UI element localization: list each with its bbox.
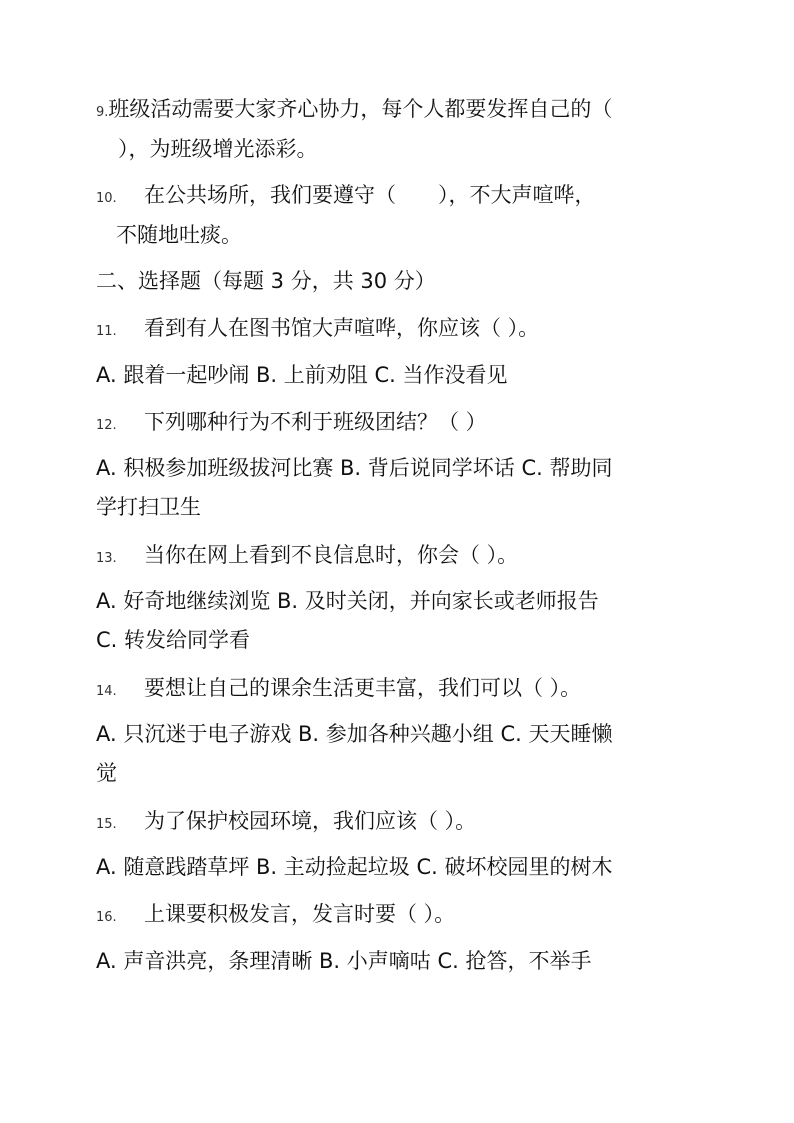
question-14-options-line-2: 觉 [96, 761, 117, 785]
question-text: 班级活动需要大家齐心协力，每个人都要发挥自己的（ [108, 97, 613, 121]
question-14-options-line-1: A. 只沉迷于电子游戏 B. 参加各种兴趣小组 C. 天天睡懒 [96, 722, 613, 746]
question-13 [96, 540, 706, 574]
question-number: 15. [96, 817, 117, 832]
question-14 [96, 673, 706, 707]
question-16 [96, 899, 706, 933]
question-text: 在公共场所，我们要遵守（ ），不大声喧哗， [144, 183, 596, 207]
question-number: 16. [96, 910, 117, 925]
question-text: 要想让自己的课余生活更丰富，我们可以（ ）。 [144, 676, 582, 700]
question-12-options-line-1: A. 积极参加班级拔河比赛 B. 背后说同学坏话 C. 帮助同 [96, 456, 613, 480]
question-11 [96, 313, 706, 347]
question-number: 10. [96, 191, 117, 206]
question-15 [96, 806, 706, 840]
question-text: 当你在网上看到不良信息时，你会（ ）。 [144, 543, 519, 567]
question-16-options: A. 声音洪亮，条理清晰 B. 小声嘀咕 C. 抢答，不举手 [96, 949, 592, 973]
question-12-options-line-2: 学打扫卫生 [96, 495, 201, 519]
question-text: 为了保护校园环境，我们应该（ ）。 [144, 809, 477, 833]
question-number: 11. [96, 324, 117, 339]
question-13-options-line-1: A. 好奇地继续浏览 B. 及时关闭，并向家长或老师报告 [96, 589, 599, 613]
question-12 [96, 407, 706, 441]
question-15-options: A. 随意践踏草坪 B. 主动捡起垃圾 C. 破坏校园里的树木 [96, 855, 613, 879]
question-10-line-2: 不随地吐痰。 [116, 223, 242, 247]
question-number: 9. [96, 105, 109, 120]
question-10-line-1 [96, 180, 706, 214]
question-9-line-1 [96, 94, 706, 128]
question-11-options: A. 跟着一起吵闹 B. 上前劝阻 C. 当作没看见 [96, 363, 508, 387]
section-title: 二、选择题（每题 3 分，共 30 分） [96, 269, 436, 293]
question-number: 14. [96, 684, 117, 699]
question-text: 上课要积极发言，发言时要（ ）。 [144, 902, 456, 926]
question-13-options-line-2: C. 转发给同学看 [96, 628, 251, 652]
question-9-line-2: ），为班级增光添彩。 [118, 137, 318, 161]
question-number: 12. [96, 418, 117, 433]
question-text: 看到有人在图书馆大声喧哗，你应该（ ）。 [144, 316, 540, 340]
question-text: 下列哪种行为不利于班级团结？（ ） [144, 410, 487, 434]
question-number: 13. [96, 551, 117, 566]
